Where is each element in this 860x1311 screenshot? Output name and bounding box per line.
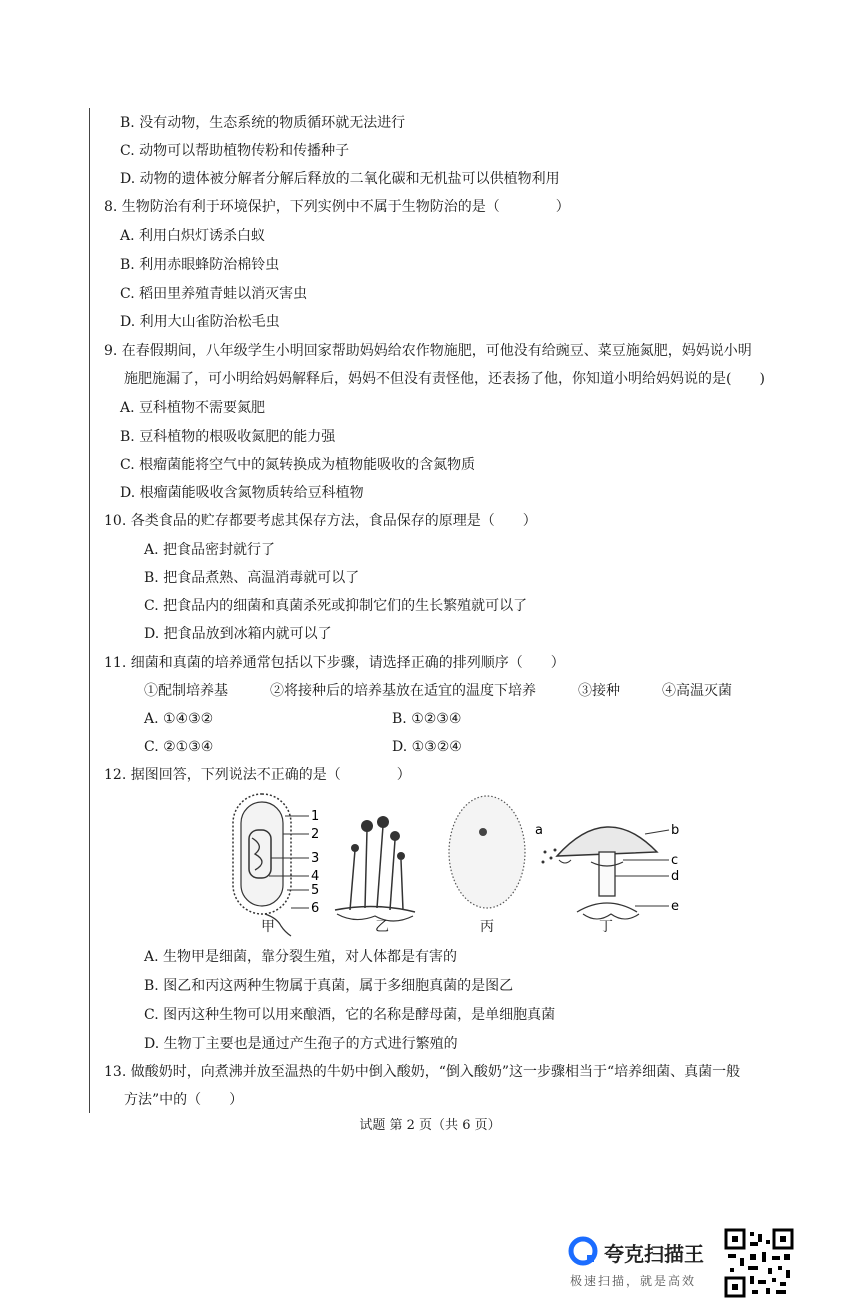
part-number-5: 5	[311, 883, 320, 898]
figure-label-ding: 丁	[599, 919, 613, 935]
q9-option-c: C. 根瘤菌能将空气中的氮转换成为植物能吸收的含氮物质	[120, 457, 476, 473]
q10-option-b: B. 把食品煮熟、高温消毒就可以了	[144, 570, 360, 586]
scanner-brand-name: 夸克扫描王	[604, 1242, 704, 1266]
figure-label-yi: 乙	[375, 919, 389, 935]
q9-stem-cont: 施肥施漏了，可小明给妈妈解释后，妈妈不但没有责怪他，还表扬了他，你知道小明给妈妈说的是( )	[124, 371, 765, 387]
part-number-4: 4	[311, 869, 320, 884]
q8-stem: 8. 生物防治有利于环境保护，下列实例中不属于生物防治的是（ ）	[104, 199, 570, 215]
figure-label-bing: 丙	[480, 919, 494, 935]
q8-option-a: A. 利用白炽灯诱杀白蚁	[120, 228, 266, 244]
q10-option-c: C. 把食品内的细菌和真菌杀死或抑制它们的生长繁殖就可以了	[144, 598, 528, 614]
qr-code-icon	[724, 1228, 794, 1298]
part-number-2: 2	[311, 827, 320, 842]
organism-drawings	[225, 790, 695, 940]
q9-option-b: B. 豆科植物的根吸收氮肥的能力强	[120, 429, 336, 445]
q12-stem: 12. 据图回答，下列说法不正确的是（ ）	[104, 767, 411, 783]
q10-stem: 10. 各类食品的贮存都要考虑其保存方法，食品保存的原理是（ ）	[104, 513, 537, 529]
q7-option-b: B. 没有动物，生态系统的物质循环就无法进行	[120, 115, 406, 131]
q11-stem: 11. 细菌和真菌的培养通常包括以下步骤，请选择正确的排列顺序（ ）	[104, 655, 565, 671]
q12-option-b: B. 图乙和丙这两种生物属于真菌，属于多细胞真菌的是图乙	[144, 978, 514, 994]
q11-option-a: A. ①④③②	[144, 711, 214, 727]
q11-steps: ①配制培养基 ②将接种后的培养基放在适宜的温度下培养 ③接种 ④高温灭菌	[144, 683, 732, 699]
scanner-watermark	[568, 1236, 718, 1296]
q12-option-c: C. 图丙这种生物可以用来酿酒，它的名称是酵母菌，是单细胞真菌	[144, 1007, 556, 1023]
mold-drawing	[335, 816, 415, 921]
part-number-6: 6	[311, 901, 320, 916]
q10-option-a: A. 把食品密封就行了	[144, 542, 276, 558]
part-number-3: 3	[311, 851, 320, 866]
q10-option-d: D. 把食品放到冰箱内就可以了	[144, 626, 332, 642]
part-number-1: 1	[311, 809, 320, 824]
q11-option-d: D. ①③②④	[392, 739, 462, 755]
q8-option-c: C. 稻田里养殖青蛙以消灭害虫	[120, 286, 308, 302]
binding-margin-line	[89, 108, 90, 1113]
q8-option-b: B. 利用赤眼蜂防治棉铃虫	[120, 257, 280, 273]
part-letter-b: b	[671, 823, 680, 838]
q7-option-d: D. 动物的遗体被分解者分解后释放的二氧化碳和无机盐可以供植物利用	[120, 171, 560, 187]
q11-option-c: C. ②①③④	[144, 739, 214, 755]
q13-stem: 13. 做酸奶时，向煮沸并放至温热的牛奶中倒入酸奶，“倒入酸奶”这一步骤相当于“培养细菌、真菌一般	[104, 1064, 741, 1080]
part-letter-d: d	[671, 869, 680, 884]
part-letter-e: e	[671, 899, 679, 914]
q12-option-a: A. 生物甲是细菌，靠分裂生殖，对人体都是有害的	[144, 949, 458, 965]
page-footer: 试题 第 2 页（共 6 页）	[359, 1118, 501, 1133]
bacterium-drawing	[233, 794, 309, 936]
q12-option-d: D. 生物丁主要也是通过产生孢子的方式进行繁殖的	[144, 1036, 458, 1052]
q13-stem-cont: 方法”中的（ ）	[124, 1092, 244, 1108]
q9-option-a: A. 豆科植物不需要氮肥	[120, 400, 266, 416]
scanner-logo-icon	[568, 1236, 598, 1266]
q9-stem: 9. 在春假期间，八年级学生小明回家帮助妈妈给农作物施肥，可他没有给豌豆、菜豆施氮肥，妈妈说小明	[104, 343, 752, 359]
yeast-drawing	[449, 796, 525, 908]
q7-option-c: C. 动物可以帮助植物传粉和传播种子	[120, 143, 350, 159]
q8-option-d: D. 利用大山雀防治松毛虫	[120, 314, 280, 330]
figure-label-jia: 甲	[261, 919, 275, 935]
scanner-slogan: 极速扫描，就是高效	[570, 1274, 697, 1288]
part-letter-a: a	[535, 823, 543, 838]
mushroom-drawing	[542, 827, 670, 919]
q12-figure	[225, 790, 695, 940]
part-letter-c: c	[671, 853, 679, 868]
q9-option-d: D. 根瘤菌能吸收含氮物质转给豆科植物	[120, 485, 364, 501]
q11-option-b: B. ①②③④	[392, 711, 462, 727]
